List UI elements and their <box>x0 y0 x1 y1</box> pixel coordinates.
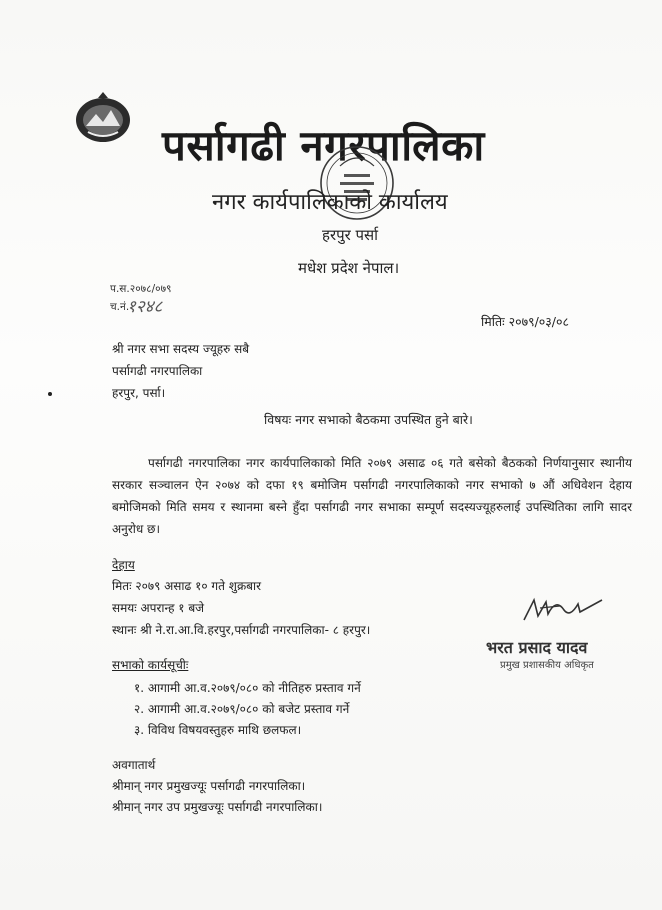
agenda-item: २. आगामी आ.व.२०७९/०८० को बजेट प्रस्ताव गर्ने <box>134 702 350 716</box>
signatory-name: भरत प्रसाद यादव <box>486 638 588 657</box>
recipient-line3: हरपुर, पर्सा। <box>112 386 166 400</box>
body-paragraph: पर्सागढी नगरपालिका नगर कार्यपालिकाको मिति २०७९ असाढ ०६ गते बसेको बैठकको निर्णयानुसार स्थानीय सरकार सञ्चालन ऐन २०७४ को दफा १९ बमोजिम पर्सागढी नगरपालिकाको नगर सभाको ७ औं अधिवेशन देहाय बमोजिमको मिति समय र स्थानमा बस्ने हुँदा पर्सागढी नगर सभाका सम्पूर्ण सदस्यज्यूहरुलाई उपस्थितिका लागि सादर अनुरोध छ। <box>112 456 632 536</box>
agenda-item: ३. विविध विषयवस्तुहरु माथि छलफल। <box>134 723 302 737</box>
office-address-line2: मधेश प्रदेश नेपाल। <box>298 259 400 277</box>
signature-icon <box>520 594 604 624</box>
agenda-heading: सभाको कार्यसूचीः <box>112 658 189 672</box>
office-address-line1: हरपुर पर्सा <box>322 226 379 244</box>
meeting-time: समयः अपरान्ह १ बजे <box>112 601 205 615</box>
recipient-line1: श्री नगर सभा सदस्य ज्यूहरु सबै <box>112 342 250 356</box>
margin-dot <box>48 392 52 396</box>
letter-subject: विषयः नगर सभाको बैठकमा उपस्थित हुने बारे। <box>264 412 473 427</box>
meeting-date: मितः २०७९ असाढ १० गते शुक्रबार <box>112 579 262 593</box>
dispatch-label: च.नं. <box>110 301 130 313</box>
signatory-title: प्रमुख प्रशासकीय अधिकृत <box>500 660 594 671</box>
nepal-emblem-icon <box>74 92 132 144</box>
letter-body <box>112 452 632 540</box>
office-subtitle: नगर कार्यपालिकाको कार्यालय <box>212 190 448 215</box>
letter-date: मितिः २०७९/०३/०८ <box>481 314 569 329</box>
agenda-item: १. आगामी आ.व.२०७९/०८० को नीतिहरु प्रस्ताव गर्ने <box>134 681 361 695</box>
recipient-line2: पर्सागढी नगरपालिका <box>112 364 203 378</box>
meeting-place: स्थानः श्री ने.रा.आ.वि.हरपुर,पर्सागढी नगरपालिका- ८ हरपुर। <box>112 623 371 637</box>
details-heading: देहाय <box>112 558 135 572</box>
page-title: पर्सागढी नगरपालिका <box>162 121 485 170</box>
dispatch-number: १२४८ <box>127 297 163 317</box>
cc-heading: अवगातार्थ <box>112 758 156 772</box>
cc-line: श्रीमान् नगर उप प्रमुखज्यूः पर्सागढी नगरपालिका। <box>112 800 323 814</box>
cc-line: श्रीमान् नगर प्रमुखज्यूः पर्सागढी नगरपालिका। <box>112 779 306 793</box>
fiscal-year-ref: प.स.२०७८/०७९ <box>110 283 172 295</box>
